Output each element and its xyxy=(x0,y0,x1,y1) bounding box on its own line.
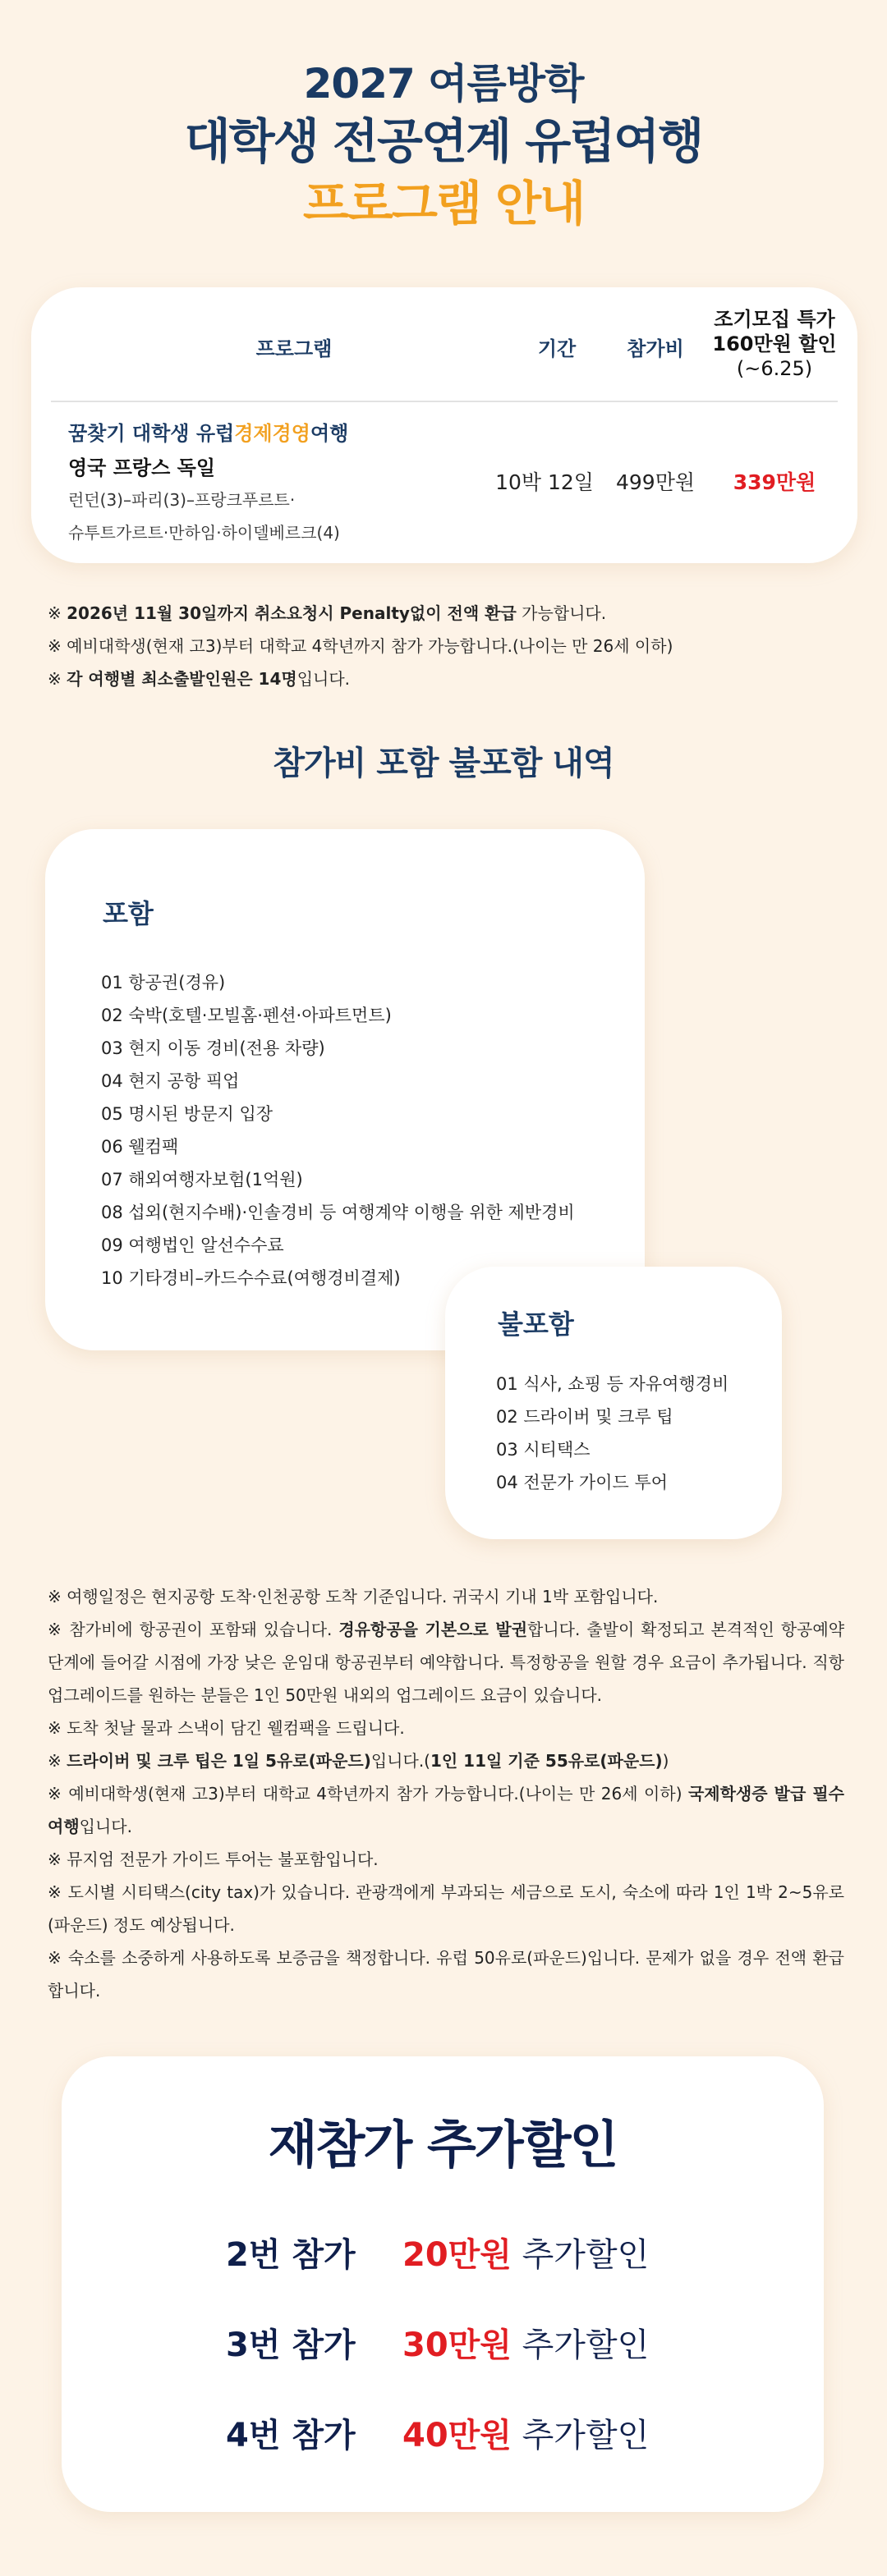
inclusion-section-title: 참가비 포함 불포함 내역 xyxy=(273,745,614,782)
note-student-id-bold: 국제학생증 발급 필수 여행 xyxy=(48,1784,845,1836)
col-header-period: 기간 xyxy=(537,337,577,360)
excluded-card xyxy=(445,1267,782,1539)
note-min-people-bold: 각 여행별 최소출발인원은 14명 xyxy=(67,669,297,689)
note-refund xyxy=(48,597,844,630)
discount-times: 3번 참가 xyxy=(226,2326,356,2364)
note-tips xyxy=(48,1744,844,1777)
note-refund-text: 가능합니다. xyxy=(516,603,607,623)
discount-suffix: 추가할인 xyxy=(511,2326,650,2364)
page-header xyxy=(0,0,887,235)
note-refund-bold: 2026년 11월 30일까지 취소요청시 Penalty없이 전액 환급 xyxy=(67,603,517,623)
list-item: 09 여행법인 알선수수료 xyxy=(101,1235,284,1255)
discount-amount: 20만원 xyxy=(402,2236,512,2274)
list-item: 02 숙박(호텔·모빌홈·펜션·아파트먼트) xyxy=(101,1006,392,1025)
note-mark: ※ xyxy=(48,636,67,656)
repeat-discount-title: 재참가 추가할인 xyxy=(268,2115,618,2175)
discount-amount: 30만원 xyxy=(402,2326,512,2364)
note-airfare-a: ※ 참가비에 항공권이 포함돼 있습니다. xyxy=(48,1620,339,1639)
program-route-line1: 런던(3)–파리(3)–프랑크푸르트· xyxy=(68,490,296,510)
note-min-people xyxy=(48,662,844,695)
included-title: 포함 xyxy=(103,898,154,929)
note-tips-e: ) xyxy=(662,1751,669,1771)
early-header-line2: 160만원 할인 xyxy=(712,332,837,355)
list-item: 03 시티택스 xyxy=(496,1440,591,1460)
program-table-card xyxy=(31,287,857,563)
repeat-discount-card xyxy=(62,2056,824,2512)
program-countries: 영국 프랑스 독일 xyxy=(68,456,215,479)
list-item: 05 명시된 방문지 입장 xyxy=(101,1104,273,1124)
discount-suffix: 추가할인 xyxy=(511,2417,650,2455)
program-route-line2: 슈투트가르트·만하임·하이델베르크(4) xyxy=(68,523,340,543)
bottom-notes xyxy=(48,1580,844,2007)
list-item: 01 식사, 쇼핑 등 자유여행경비 xyxy=(496,1374,729,1394)
note-airfare-bold: 경유항공을 기본으로 발권 xyxy=(338,1620,528,1639)
note-tips-bold2: 1인 11일 기준 55유로(파운드) xyxy=(430,1751,663,1771)
note-schedule: ※ 여행일정은 현지공항 도착·인천공항 도착 기준입니다. 귀국시 기내 1박 포함입니다. xyxy=(48,1587,659,1607)
program-title-post: 여행 xyxy=(310,422,349,445)
list-item: 08 섭외(현지수배)·인솔경비 등 여행계약 이행을 위한 제반경비 xyxy=(101,1203,575,1222)
early-header-line3: (~6.25) xyxy=(736,357,813,380)
included-list xyxy=(101,966,575,1295)
list-item: 07 해외여행자보험(1억원) xyxy=(101,1170,303,1189)
header-main-title: 대학생 전공연계 유럽여행 xyxy=(184,113,703,169)
discount-times: 4번 참가 xyxy=(226,2417,356,2455)
note-mark: ※ xyxy=(48,669,67,689)
discount-suffix: 추가할인 xyxy=(511,2236,650,2274)
excluded-title: 불포함 xyxy=(498,1309,574,1340)
discount-amount: 40만원 xyxy=(402,2417,512,2455)
program-title xyxy=(68,417,348,446)
note-welcome-pack: ※ 도착 첫날 물과 스낵이 담긴 웰컴팩을 드립니다. xyxy=(48,1718,405,1738)
note-tips-a: ※ xyxy=(48,1751,67,1771)
note-student-id xyxy=(48,1777,844,1843)
note-min-people-text: 입니다. xyxy=(296,669,351,689)
note-student-id-c: 입니다. xyxy=(79,1817,132,1836)
header-year-title: 2027 여름방학 xyxy=(303,60,584,108)
program-title-pre: 꿈찾기 대학생 유럽 xyxy=(68,422,235,445)
discount-row xyxy=(226,2409,649,2456)
early-header-line1: 조기모집 특가 xyxy=(714,308,835,331)
list-item: 01 항공권(경유) xyxy=(101,973,226,992)
note-eligibility xyxy=(48,630,844,662)
discount-row xyxy=(226,2319,649,2366)
excluded-list xyxy=(496,1368,728,1499)
top-notes xyxy=(48,597,844,695)
header-sub-title: 프로그램 안내 xyxy=(302,176,585,231)
list-item: 06 웰컴팩 xyxy=(101,1137,179,1157)
list-item: 10 기타경비–카드수수료(여행경비결제) xyxy=(101,1268,401,1288)
note-student-id-a: ※ 예비대학생(현재 고3)부터 대학교 4학년까지 참가 가능합니다.(나이는 만 26세 이하) xyxy=(48,1784,688,1804)
program-early-price: 339만원 xyxy=(733,470,816,494)
note-mark: ※ xyxy=(48,603,67,623)
note-airfare-c: 합니다. 출발이 확정되고 본격적인 항공예약단계에 들어갈 시점에 가장 낮은 운임대 항공권부터 예약합니다. 특정항공을 원할 경우 요금이 추가됩니다. 직항 업그레이드를 원하는 분들은 1인 50만원 내외의 업그레이드 요금이 있습니다. xyxy=(48,1620,845,1705)
note-airfare xyxy=(48,1613,844,1712)
program-title-highlight: 경제경영 xyxy=(234,422,310,445)
note-tips-bold: 드라이버 및 크루 팁은 1일 5유로(파운드) xyxy=(67,1751,371,1771)
col-header-fee: 참가비 xyxy=(627,337,684,360)
discount-times: 2번 참가 xyxy=(226,2236,356,2274)
list-item: 03 현지 이동 경비(전용 차량) xyxy=(101,1038,325,1058)
table-divider xyxy=(51,401,838,402)
list-item: 04 현지 공항 픽업 xyxy=(101,1071,240,1091)
list-item: 04 전문가 가이드 투어 xyxy=(496,1473,669,1492)
program-period: 10박 12일 xyxy=(495,470,594,494)
program-fee: 499만원 xyxy=(615,470,696,494)
note-museum-guide: ※ 뮤지엄 전문가 가이드 투어는 불포함입니다. xyxy=(48,1849,379,1869)
note-eligibility-text: 예비대학생(현재 고3)부터 대학교 4학년까지 참가 가능합니다.(나이는 만 26세 이하) xyxy=(67,636,673,656)
note-deposit: ※ 숙소를 소중하게 사용하도록 보증금을 책정합니다. 유럽 50유로(파운드)입니다. 문제가 없을 경우 전액 환급합니다. xyxy=(48,1948,844,2001)
discount-row xyxy=(226,2229,649,2276)
note-tips-c: 입니다.( xyxy=(370,1751,430,1771)
col-header-program: 프로그램 xyxy=(255,337,333,360)
note-city-tax: ※ 도시별 시티택스(city tax)가 있습니다. 관광객에게 부과되는 세금으로 도시, 숙소에 따라 1인 1박 2~5유로(파운드) 정도 예상됩니다. xyxy=(48,1882,844,1935)
col-header-early xyxy=(696,307,853,381)
list-item: 02 드라이버 및 크루 팁 xyxy=(496,1407,673,1427)
